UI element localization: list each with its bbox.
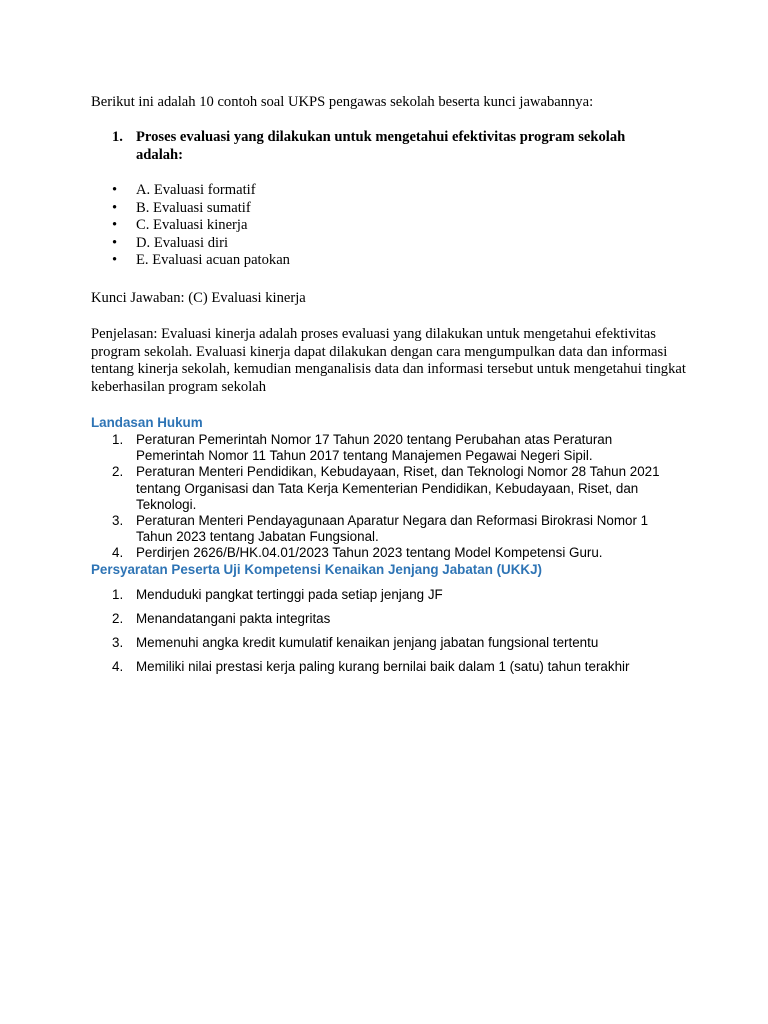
bullet-icon: • <box>112 234 118 251</box>
option-text: A. Evaluasi formatif <box>136 182 256 198</box>
option-a <box>91 182 691 200</box>
bullet-icon: • <box>112 182 118 198</box>
list-item-text: Peraturan Menteri Pendayagunaan Aparatur Negara dan Reformasi Birokrasi Nomor 1 Tahun 2023 tentang Jabatan Fungsional. <box>136 513 649 545</box>
answer-options <box>91 182 691 270</box>
option-d <box>91 235 691 253</box>
option-c <box>91 217 691 235</box>
list-item <box>91 587 711 611</box>
option-e <box>91 252 691 270</box>
bullet-icon: • <box>112 252 118 269</box>
list-item-number: 1. <box>112 587 124 602</box>
landasan-hukum-list <box>91 432 691 562</box>
option-text: B. Evaluasi sumatif <box>136 199 251 216</box>
persyaratan-heading: Persyaratan Peserta Uji Kompetensi Kenaikan Jenjang Jabatan (UKKJ) <box>91 562 542 577</box>
list-item-number: 3. <box>112 513 124 529</box>
list-item-text: Perdirjen 2626/B/HK.04.01/2023 Tahun 2023 tentang Model Kompetensi Guru. <box>136 545 603 561</box>
list-item-number: 3. <box>112 635 124 650</box>
list-item-number: 2. <box>112 464 124 480</box>
list-item <box>91 545 691 561</box>
explanation-paragraph: Penjelasan: Evaluasi kinerja adalah proses evaluasi yang dilakukan untuk mengetahui efektivitas program sekolah. Evaluasi kinerja dapat dilakukan dengan cara mengumpulkan data dan informasi tentang kinerja sekolah, kemudian menganalisis data dan informasi tersebut untuk mengetahui tingkat keberhasilan program sekolah <box>91 326 686 395</box>
option-text: D. Evaluasi diri <box>136 234 229 251</box>
list-item-text: Peraturan Pemerintah Nomor 17 Tahun 2020 tentang Perubahan atas Peraturan Pemerintah Nomor 11 Tahun 2017 tentang Manajemen Pegawai Negeri Sipil. <box>136 432 613 464</box>
list-item-text: Peraturan Menteri Pendidikan, Kebudayaan, Riset, dan Teknologi Nomor 28 Tahun 2021 tentang Organisasi dan Tata Kerja Kementerian Pendidikan, Kebudayaan, Riset, dan Teknologi. <box>136 464 660 512</box>
answer-key: Kunci Jawaban: (C) Evaluasi kinerja <box>91 290 306 306</box>
list-item-number: 4. <box>112 545 124 561</box>
persyaratan-list <box>91 587 711 683</box>
question-number: 1. <box>112 129 123 145</box>
landasan-hukum-heading: Landasan Hukum <box>91 415 203 430</box>
bullet-icon: • <box>112 199 118 216</box>
list-item-text: Menandatangani pakta integritas <box>136 611 331 626</box>
list-item-number: 4. <box>112 659 124 674</box>
question-1 <box>91 129 691 164</box>
bullet-icon: • <box>112 217 118 234</box>
question-text: Proses evaluasi yang dilakukan untuk mengetahui efektivitas program sekolah adalah: <box>136 129 626 163</box>
list-item <box>91 659 711 683</box>
list-item <box>91 464 691 513</box>
list-item <box>91 513 691 545</box>
list-item <box>91 432 691 464</box>
list-item <box>91 635 711 659</box>
option-text: E. Evaluasi acuan patokan <box>136 252 290 269</box>
list-item-text: Menduduki pangkat tertinggi pada setiap jenjang JF <box>136 587 443 602</box>
option-b <box>91 200 691 218</box>
list-item-text: Memenuhi angka kredit kumulatif kenaikan jenjang jabatan fungsional tertentu <box>136 635 599 650</box>
list-item-text: Memiliki nilai prestasi kerja paling kurang bernilai baik dalam 1 (satu) tahun terakhir <box>136 659 630 674</box>
list-item <box>91 611 711 635</box>
intro-paragraph: Berikut ini adalah 10 contoh soal UKPS pengawas sekolah beserta kunci jawabannya: <box>91 94 594 110</box>
list-item-number: 2. <box>112 611 124 626</box>
list-item-number: 1. <box>112 432 124 447</box>
option-text: C. Evaluasi kinerja <box>136 217 248 234</box>
